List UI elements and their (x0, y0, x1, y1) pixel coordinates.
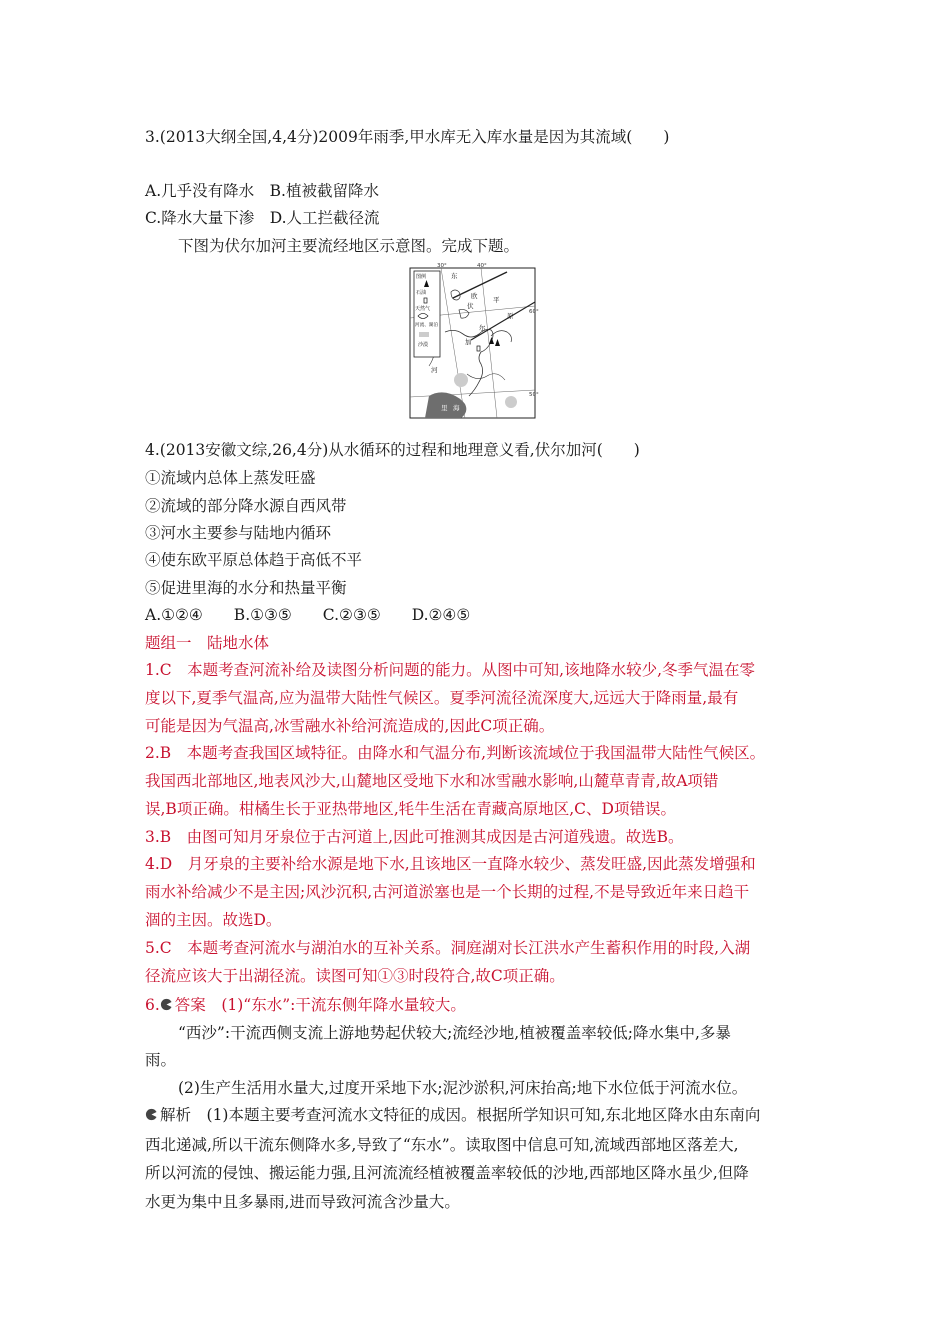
answer-6-line-2: “西沙”:干流西侧支流上游地势起伏较大;流经沙地,植被覆盖率较低;降水集中,多暴 (178, 1024, 731, 1042)
legend-water: 河流、湖泊 (415, 323, 438, 328)
q4-item-5: ⑤促进里海的水分和热量平衡 (145, 579, 347, 597)
analysis-badge-icon (145, 1108, 158, 1121)
analysis-text-1: (1)本题主要考查河流水文特征的成因。根据所学知识可知,东北地区降水由东南向 (191, 1106, 761, 1124)
answer-2-line-2: 我国西北部地区,地表风沙大,山麓地区受地下水和冰雪融水影响,山麓草青青,故A项错 (145, 772, 719, 790)
answer-6-number: 6. (145, 996, 160, 1014)
answer-1-line-3: 可能是因为气温高,冰雪融水补给河流造成的,因此C项正确。 (145, 717, 555, 735)
legend-title: 图例 (416, 274, 427, 280)
map-label-ou: 欧 (471, 292, 478, 300)
analysis-line-4: 水更为集中且多暴雨,进而导致河流含沙量大。 (145, 1193, 460, 1211)
answer-1-line-2: 度以下,夏季气温高,应为温带大陆性气候区。夏季河流径流深度大,远远大于降雨量,最有 (145, 689, 739, 707)
map-lat1: 60° (529, 309, 539, 315)
answer-6-line-4: (2)生产生活用水量大,过度开采地下水;泥沙淤积,河床抬高;地下水位低于河流水位。 (178, 1079, 748, 1097)
q4-options: A.①②④ B.①③⑤ C.②③⑤ D.②④⑤ (145, 606, 471, 624)
answer-4-line-2: 雨水补给减少不是主因;风沙沉积,古河道淤塞也是一个长期的过程,不是导致近年来日趋干 (145, 883, 750, 901)
q3-options-line1: A.几乎没有降水 B.植被截留降水 (145, 182, 379, 200)
answer-4-line-1: 4.D 月牙泉的主要补给水源是地下水,且该地区一直降水较少、蒸发旺盛,因此蒸发增强和 (145, 855, 756, 873)
map-intro: 下图为伏尔加河主要流经地区示意图。完成下题。 (178, 237, 520, 255)
legend-sand: 沙漠 (418, 342, 429, 348)
answer-2-line-3: 误,B项正确。柑橘生长于亚热带地区,牦牛生活在青藏高原地区,C、D项错误。 (145, 800, 676, 818)
analysis-line-2: 西北递减,所以干流东侧降水多,导致了“东水”。读取图中信息可知,流域西部地区落差大, (145, 1136, 739, 1154)
desert-area (505, 396, 517, 408)
answer-4-line-3: 涸的主因。故选D。 (145, 911, 282, 929)
answer-5-line-2: 径流应该大于出湖径流。读图可知①③时段符合,故C项正确。 (145, 967, 565, 985)
volga-map (407, 262, 542, 419)
map-lat2: 50° (529, 392, 539, 398)
q4-item-3: ③河水主要参与陆地内循环 (145, 524, 332, 542)
answer-label: 答案 (174, 996, 206, 1014)
map-label-fu: 伏 (467, 302, 474, 310)
q3-options-line2: C.降水大量下渗 D.人工拦截径流 (145, 209, 380, 227)
map-label-hai: 海 (453, 404, 460, 412)
answer-2-line-1: 2.B 本题考查我国区域特征。由降水和气温分布,判断该流域位于我国温带大陆性气候区。 (145, 744, 766, 762)
analysis-label: 解析 (160, 1106, 192, 1124)
analysis-line-3: 所以河流的侵蚀、搬运能力强,且河流流经植被覆盖率较低的沙地,西部地区降水虽少,但降 (145, 1164, 749, 1182)
answer-6-text: (1)“东水”:干流东侧年降水量较大。 (205, 996, 466, 1014)
answer-5-line-1: 5.C 本题考查河流水与湖泊水的互补关系。洞庭湖对长江洪水产生蓄积作用的时段,入湖 (145, 939, 751, 957)
legend-oil: 石油 (416, 290, 427, 296)
map-label-li: 里 (441, 404, 448, 412)
map-label-he: 河 (431, 366, 438, 374)
q3-stem: 3.(2013大纲全国,4,4分)2009年雨季,甲水库无入库水量是因为其流域( ) (145, 128, 670, 146)
legend-gas: 天然气 (415, 306, 431, 312)
answer-6-line-1 (145, 995, 466, 1015)
answer-1-line-1: 1.C 本题考查河流补给及读图分析问题的能力。从图中可知,该地降水较少,冬季气温在零 (145, 661, 756, 679)
map-label-er: 尔 (479, 324, 486, 332)
answer-6-line-3: 雨。 (145, 1051, 177, 1069)
q4-item-1: ①流域内总体上蒸发旺盛 (145, 469, 316, 487)
q4-item-2: ②流域的部分降水源自西风带 (145, 497, 347, 515)
map-lon1: 30° (437, 263, 447, 269)
map-label-ping: 平 (493, 296, 500, 304)
map-label-jia: 加 (465, 338, 472, 346)
analysis-line-1 (145, 1105, 760, 1125)
answer-3-line-1: 3.B 由图可知月牙泉位于古河道上,因此可推测其成因是古河道残遗。故选B。 (145, 828, 684, 846)
answer-badge-icon (160, 998, 173, 1011)
map-label-yuan: 原 (507, 312, 514, 320)
map-lon2: 40° (477, 263, 487, 269)
map-label-dong: 东 (451, 272, 458, 280)
desert-area (454, 373, 468, 387)
legend-sand-icon (419, 332, 429, 337)
group-title: 题组一 陆地水体 (145, 634, 270, 652)
q4-item-4: ④使东欧平原总体趋于高低不平 (145, 551, 363, 569)
q4-stem: 4.(2013安徽文综,26,4分)从水循环的过程和地理意义看,伏尔加河( ) (145, 441, 640, 459)
